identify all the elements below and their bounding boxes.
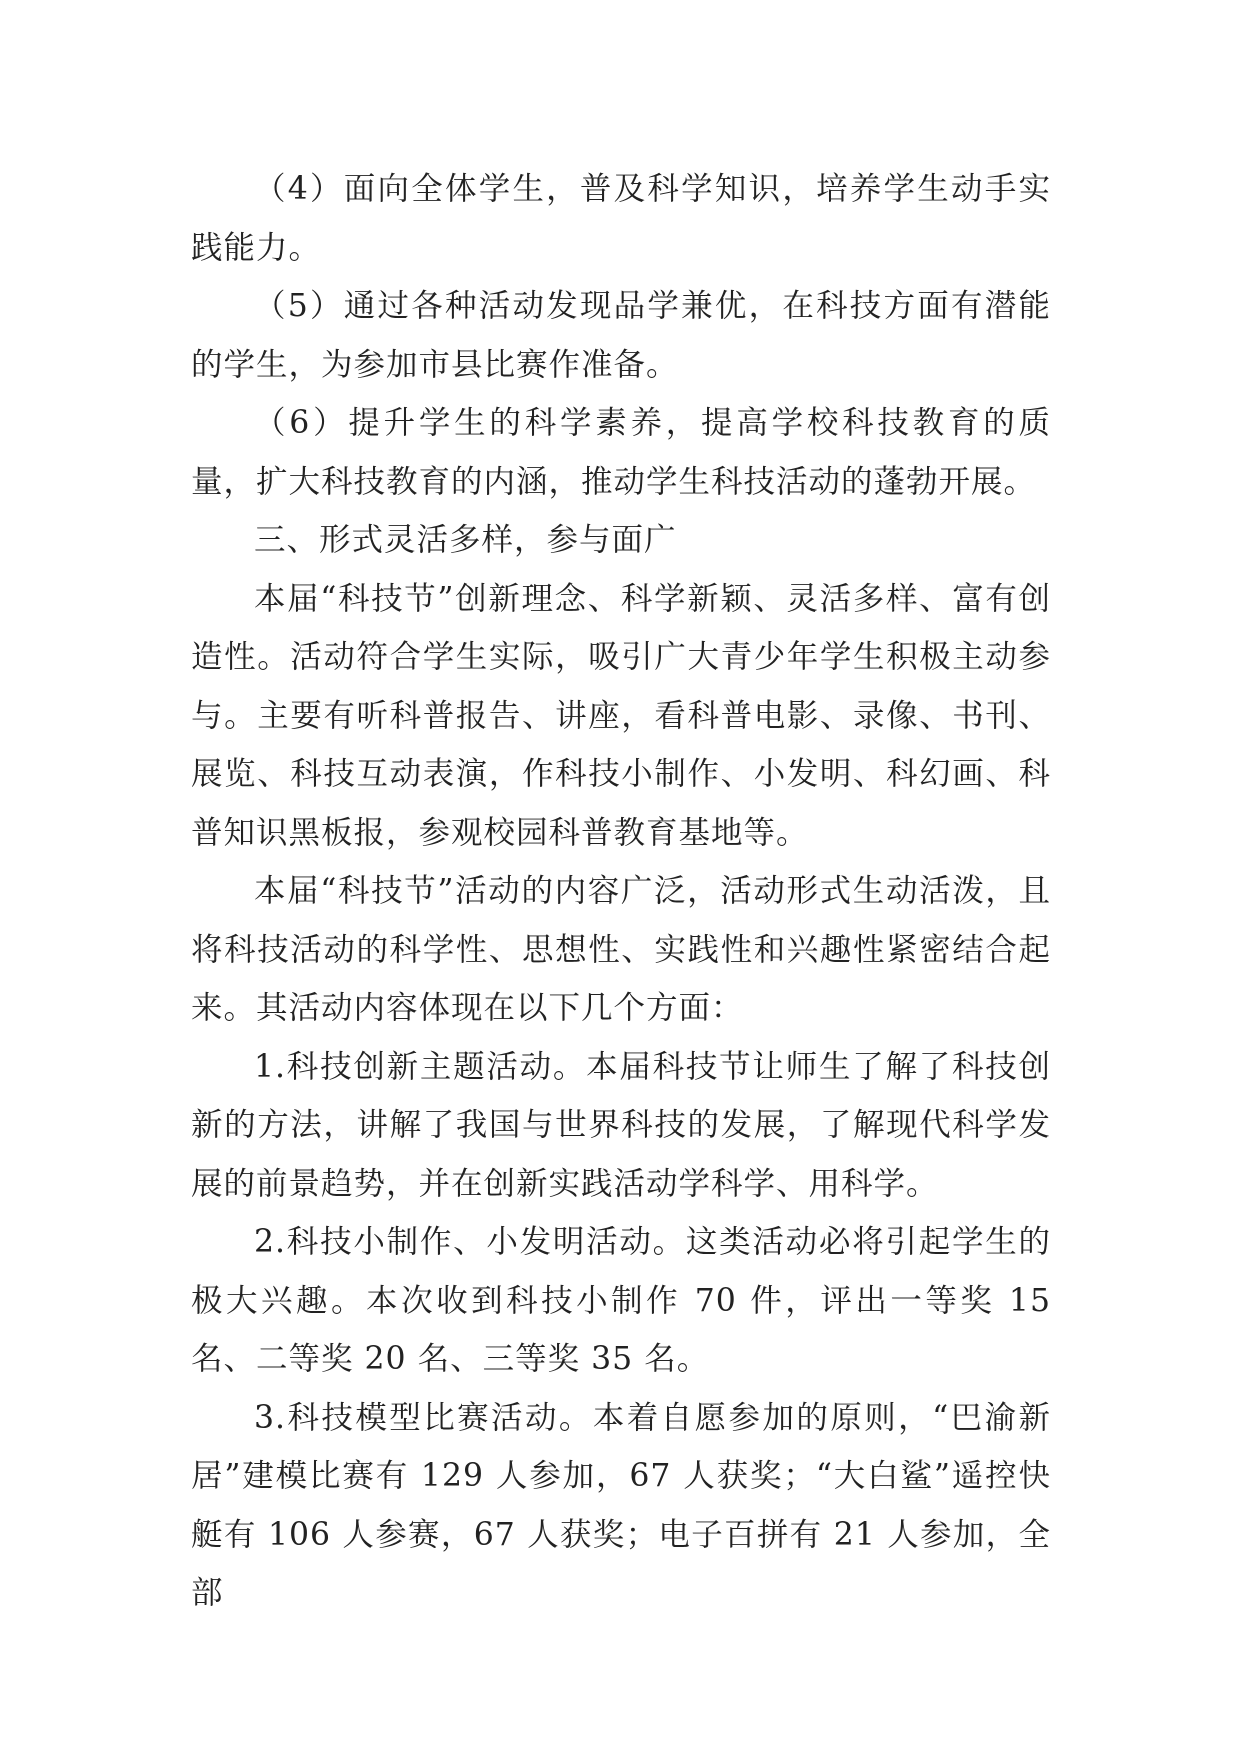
paragraph-activity-2: 2.科技小制作、小发明活动。这类活动必将引起学生的极大兴趣。本次收到科技小制作 70 件，评出一等奖 15 名、二等奖 20 名、三等奖 35 名。 bbox=[191, 1224, 1051, 1377]
paragraph-festival-content: 本届“科技节”活动的内容广泛，活动形式生动活泼，且将科技活动的科学性、思想性、实践性和兴趣性紧密结合起来。其活动内容体现在以下几个方面： bbox=[191, 873, 1051, 1026]
paragraph-festival-overview: 本届“科技节”创新理念、科学新颖、灵活多样、富有创造性。活动符合学生实际，吸引广大青少年学生积极主动参与。主要有听科普报告、讲座，看科普电影、录像、书刊、展览、科技互动表演，作科技小制作、小发明、科幻画、科普知识黑板报，参观校园科普教育基地等。 bbox=[191, 580, 1051, 851]
paragraph-activity-1: 1.科技创新主题活动。本届科技节让师生了解了科技创新的方法，讲解了我国与世界科技的发展，了解现代科学发展的前景趋势，并在创新实践活动学科学、用科学。 bbox=[191, 1048, 1051, 1202]
section-heading-3: 三、形式灵活多样，参与面广 bbox=[254, 522, 677, 558]
paragraph-item-6: （6）提升学生的科学素养，提高学校科技教育的质量，扩大科技教育的内涵，推动学生科技活动的蓬勃开展。 bbox=[191, 405, 1051, 500]
paragraph-activity-3: 3.科技模型比赛活动。本着自愿参加的原则，“巴渝新居”建模比赛有 129 人参加，67 人获奖；“大白鲨”遥控快艇有 106 人参赛，67 人获奖；电子百拼有 21 人参加，全部 bbox=[191, 1399, 1051, 1611]
paragraph-item-4: （4）面向全体学生，普及科学知识，培养学生动手实践能力。 bbox=[191, 171, 1051, 266]
paragraph-item-5: （5）通过各种活动发现品学兼优，在科技方面有潜能的学生，为参加市县比赛作准备。 bbox=[191, 288, 1051, 383]
document-body bbox=[191, 160, 1051, 1623]
